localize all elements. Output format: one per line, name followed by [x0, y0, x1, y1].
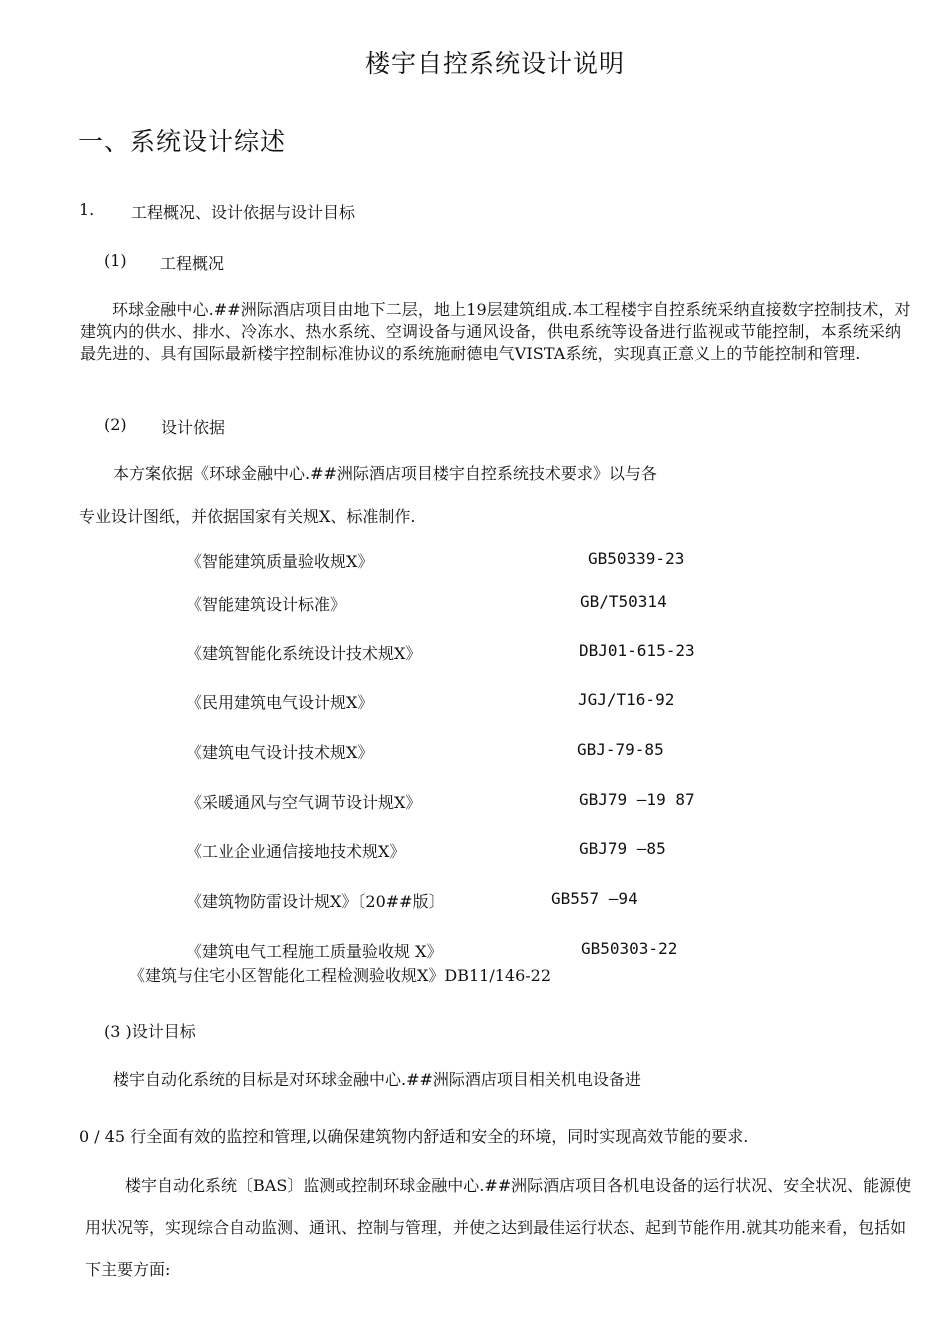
- item-heading: 工程概况: [160, 254, 225, 273]
- standard-name: 《建筑电气工程施工质量验收规 X》: [186, 942, 443, 961]
- standard-code: DBJ01-615-23: [579, 641, 695, 660]
- goal-paragraph-line: 0 / 45 行全面有效的监控和管理,以确保建筑物内舒适和安全的环境，同时实现高效节能的要求.: [79, 1127, 749, 1146]
- goal-paragraph-line: 楼宇自动化系统的目标是对环球金融中心.##洲际酒店项目相关机电设备进: [113, 1070, 641, 1089]
- basis-paragraph-line: 本方案依据《环球金融中心.##洲际酒店项目楼宇自控系统技术要求》以与各: [113, 464, 657, 483]
- standard-name: 《建筑物防雷设计规X》〔20##版〕: [186, 892, 445, 911]
- item-number: (2): [104, 415, 127, 434]
- standard-code: GBJ-79-85: [577, 740, 664, 759]
- standard-name: 《民用建筑电气设计规X》: [186, 693, 374, 712]
- subsection-number: 1.: [79, 200, 95, 219]
- bas-paragraph: 楼宇自动化系统〔BAS〕监测或控制环球金融中心.##洲际酒店项目各机电设备的运行状况、安全状况、能源使用状况等，实现综合自动监测、通讯、控制与管理，并使之达到最佳运行状态、起到节能作用.就其功能来看，包括如下主要方面:: [85, 1176, 912, 1279]
- standard-code: GB557 —94: [551, 889, 638, 908]
- standard-code: GBJ79 —85: [579, 839, 666, 858]
- standard-code: JGJ/T16-92: [578, 690, 675, 709]
- standard-name: 《智能建筑质量验收规X》: [186, 552, 374, 571]
- basis-paragraph-line: 专业设计图纸，并依据国家有关规X、标准制作.: [79, 507, 416, 526]
- standard-name: 《采暖通风与空气调节设计规X》: [186, 793, 422, 812]
- item-number: (1): [104, 251, 127, 270]
- subsection-heading: 工程概况、设计依据与设计目标: [131, 203, 356, 222]
- item-heading: (3 )设计目标: [104, 1022, 196, 1041]
- overview-paragraph: 环球金融中心.##洲际酒店项目由地下二层，地上19层建筑组成.本工程楼宇自控系统采纳直接数字控制技术，对建筑内的供水、排水、冷冻水、热水系统、空调设备与通风设备，供电系统等设备进行监视或节能控制，本系统采纳最先进的、具有国际最新楼宇控制标准协议的系统施耐德电气VISTA系统，实现真正意义上的节能控制和管理.: [80, 300, 911, 363]
- standard-name: 《工业企业通信接地技术规X》: [186, 842, 406, 861]
- standard-name: 《智能建筑设计标准》: [186, 595, 347, 614]
- standard-code: GB50339-23: [588, 549, 685, 568]
- standard-code: GB50303-22: [581, 939, 678, 958]
- standard-code: GBJ79 —19 87: [579, 790, 695, 809]
- standard-name: 《建筑智能化系统设计技术规X》: [186, 644, 422, 663]
- item-heading: 设计依据: [161, 418, 226, 437]
- section-heading: 一、系统设计综述: [78, 127, 287, 156]
- standard-code: GB/T50314: [580, 592, 667, 611]
- standard-name: 《建筑与住宅小区智能化工程检测验收规X》DB11/146-22: [129, 966, 552, 985]
- standard-name: 《建筑电气设计技术规X》: [186, 743, 374, 762]
- document-title: 楼宇自控系统设计说明: [364, 49, 625, 78]
